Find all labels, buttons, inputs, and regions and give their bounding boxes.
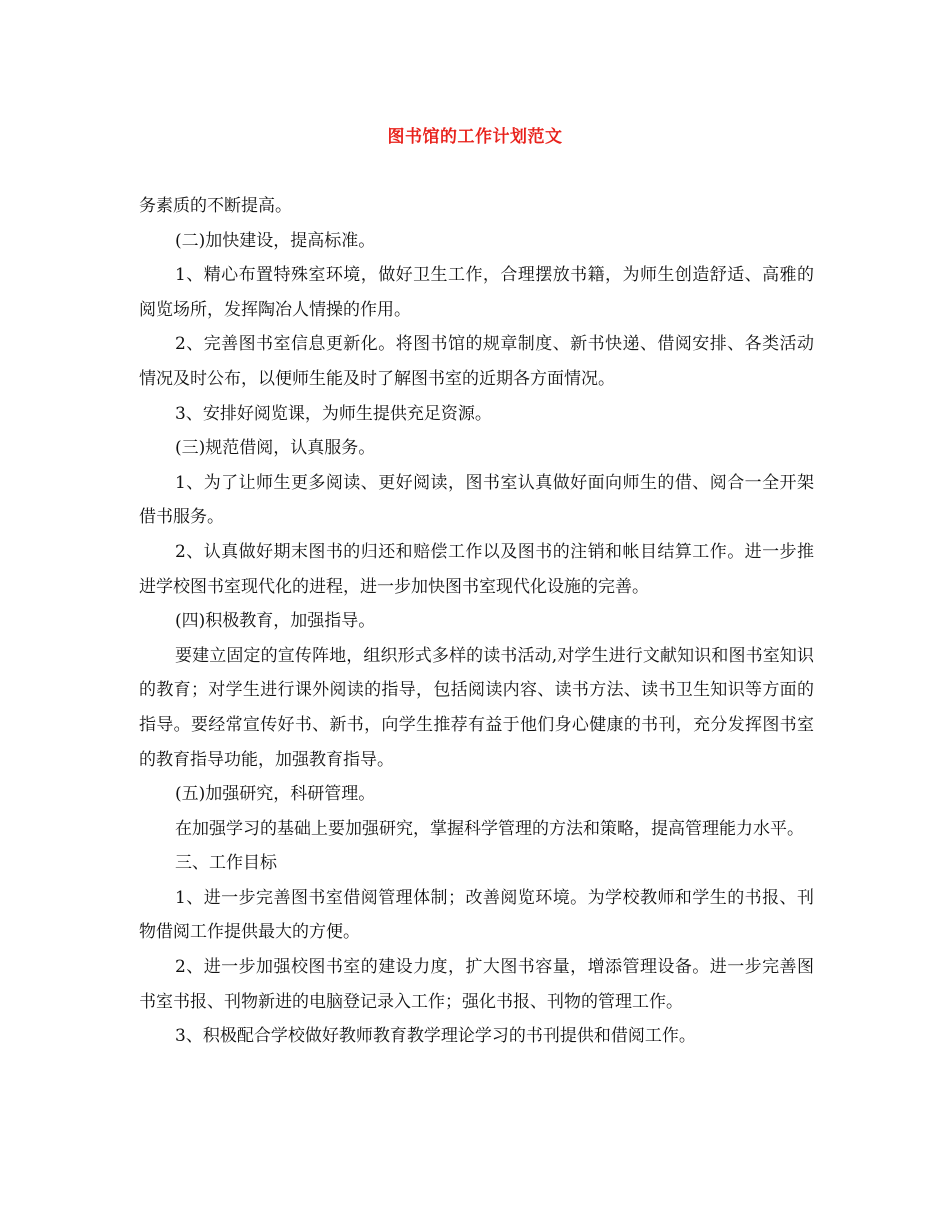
paragraph: 务素质的不断提高。 [139, 196, 292, 216]
section-heading: (四)积极教育，加强指导。 [175, 611, 376, 632]
paragraph: 1、为了让师生更多阅读、更好阅读，图书室认真做好面向师生的借、阅合一全开架借书服务。 [139, 472, 814, 528]
section-heading: (三)规范借阅，认真服务。 [175, 438, 376, 459]
document-body [139, 189, 814, 1054]
paragraph: 2、认真做好期末图书的归还和赔偿工作以及图书的注销和帐目结算工作。进一步推进学校图书室现代化的进程，进一步加快图书室现代化设施的完善。 [139, 541, 814, 597]
document-title: 图书馆的工作计划范文 [387, 127, 563, 147]
paragraph: 2、完善图书室信息更新化。将图书馆的规章制度、新书快递、借阅安排、各类活动情况及时公布，以便师生能及时了解图书室的近期各方面情况。 [139, 334, 814, 389]
section-heading: 三、工作目标 [175, 853, 277, 874]
paragraph: 要建立固定的宣传阵地，组织形式多样的读书活动,对学生进行文献知识和图书室知识的教育；对学生进行课外阅读的指导，包括阅读内容、读书方法、读书卫生知识等方面的指导。要经常宣传好书、新书，向学生推荐有益于他们身心健康的书刊，充分发挥图书室的教育指导功能，加强教育指导。 [139, 645, 814, 770]
section-heading: (二)加快建设，提高标准。 [175, 230, 376, 251]
paragraph: 2、进一步加强校图书室的建设力度，扩大图书容量，增添管理设备。进一步完善图书室书报、刊物新进的电脑登记录入工作；强化书报、刊物的管理工作。 [139, 957, 814, 1012]
section-heading: (五)加强研究，科研管理。 [175, 784, 376, 805]
paragraph: 3、安排好阅览课，为师生提供充足资源。 [175, 403, 492, 424]
paragraph: 在加强学习的基础上要加强研究，掌握科学管理的方法和策略，提高管理能力水平。 [175, 818, 804, 839]
paragraph: 1、进一步完善图书室借阅管理体制；改善阅览环境。为学校教师和学生的书报、刊物借阅工作提供最大的方便。 [139, 887, 814, 943]
paragraph: 3、积极配合学校做好教师教育教学理论学习的书刊提供和借阅工作。 [175, 1026, 696, 1047]
paragraph: 1、精心布置特殊室环境，做好卫生工作，合理摆放书籍，为师生创造舒适、高雅的阅览场所，发挥陶冶人情操的作用。 [139, 265, 814, 320]
